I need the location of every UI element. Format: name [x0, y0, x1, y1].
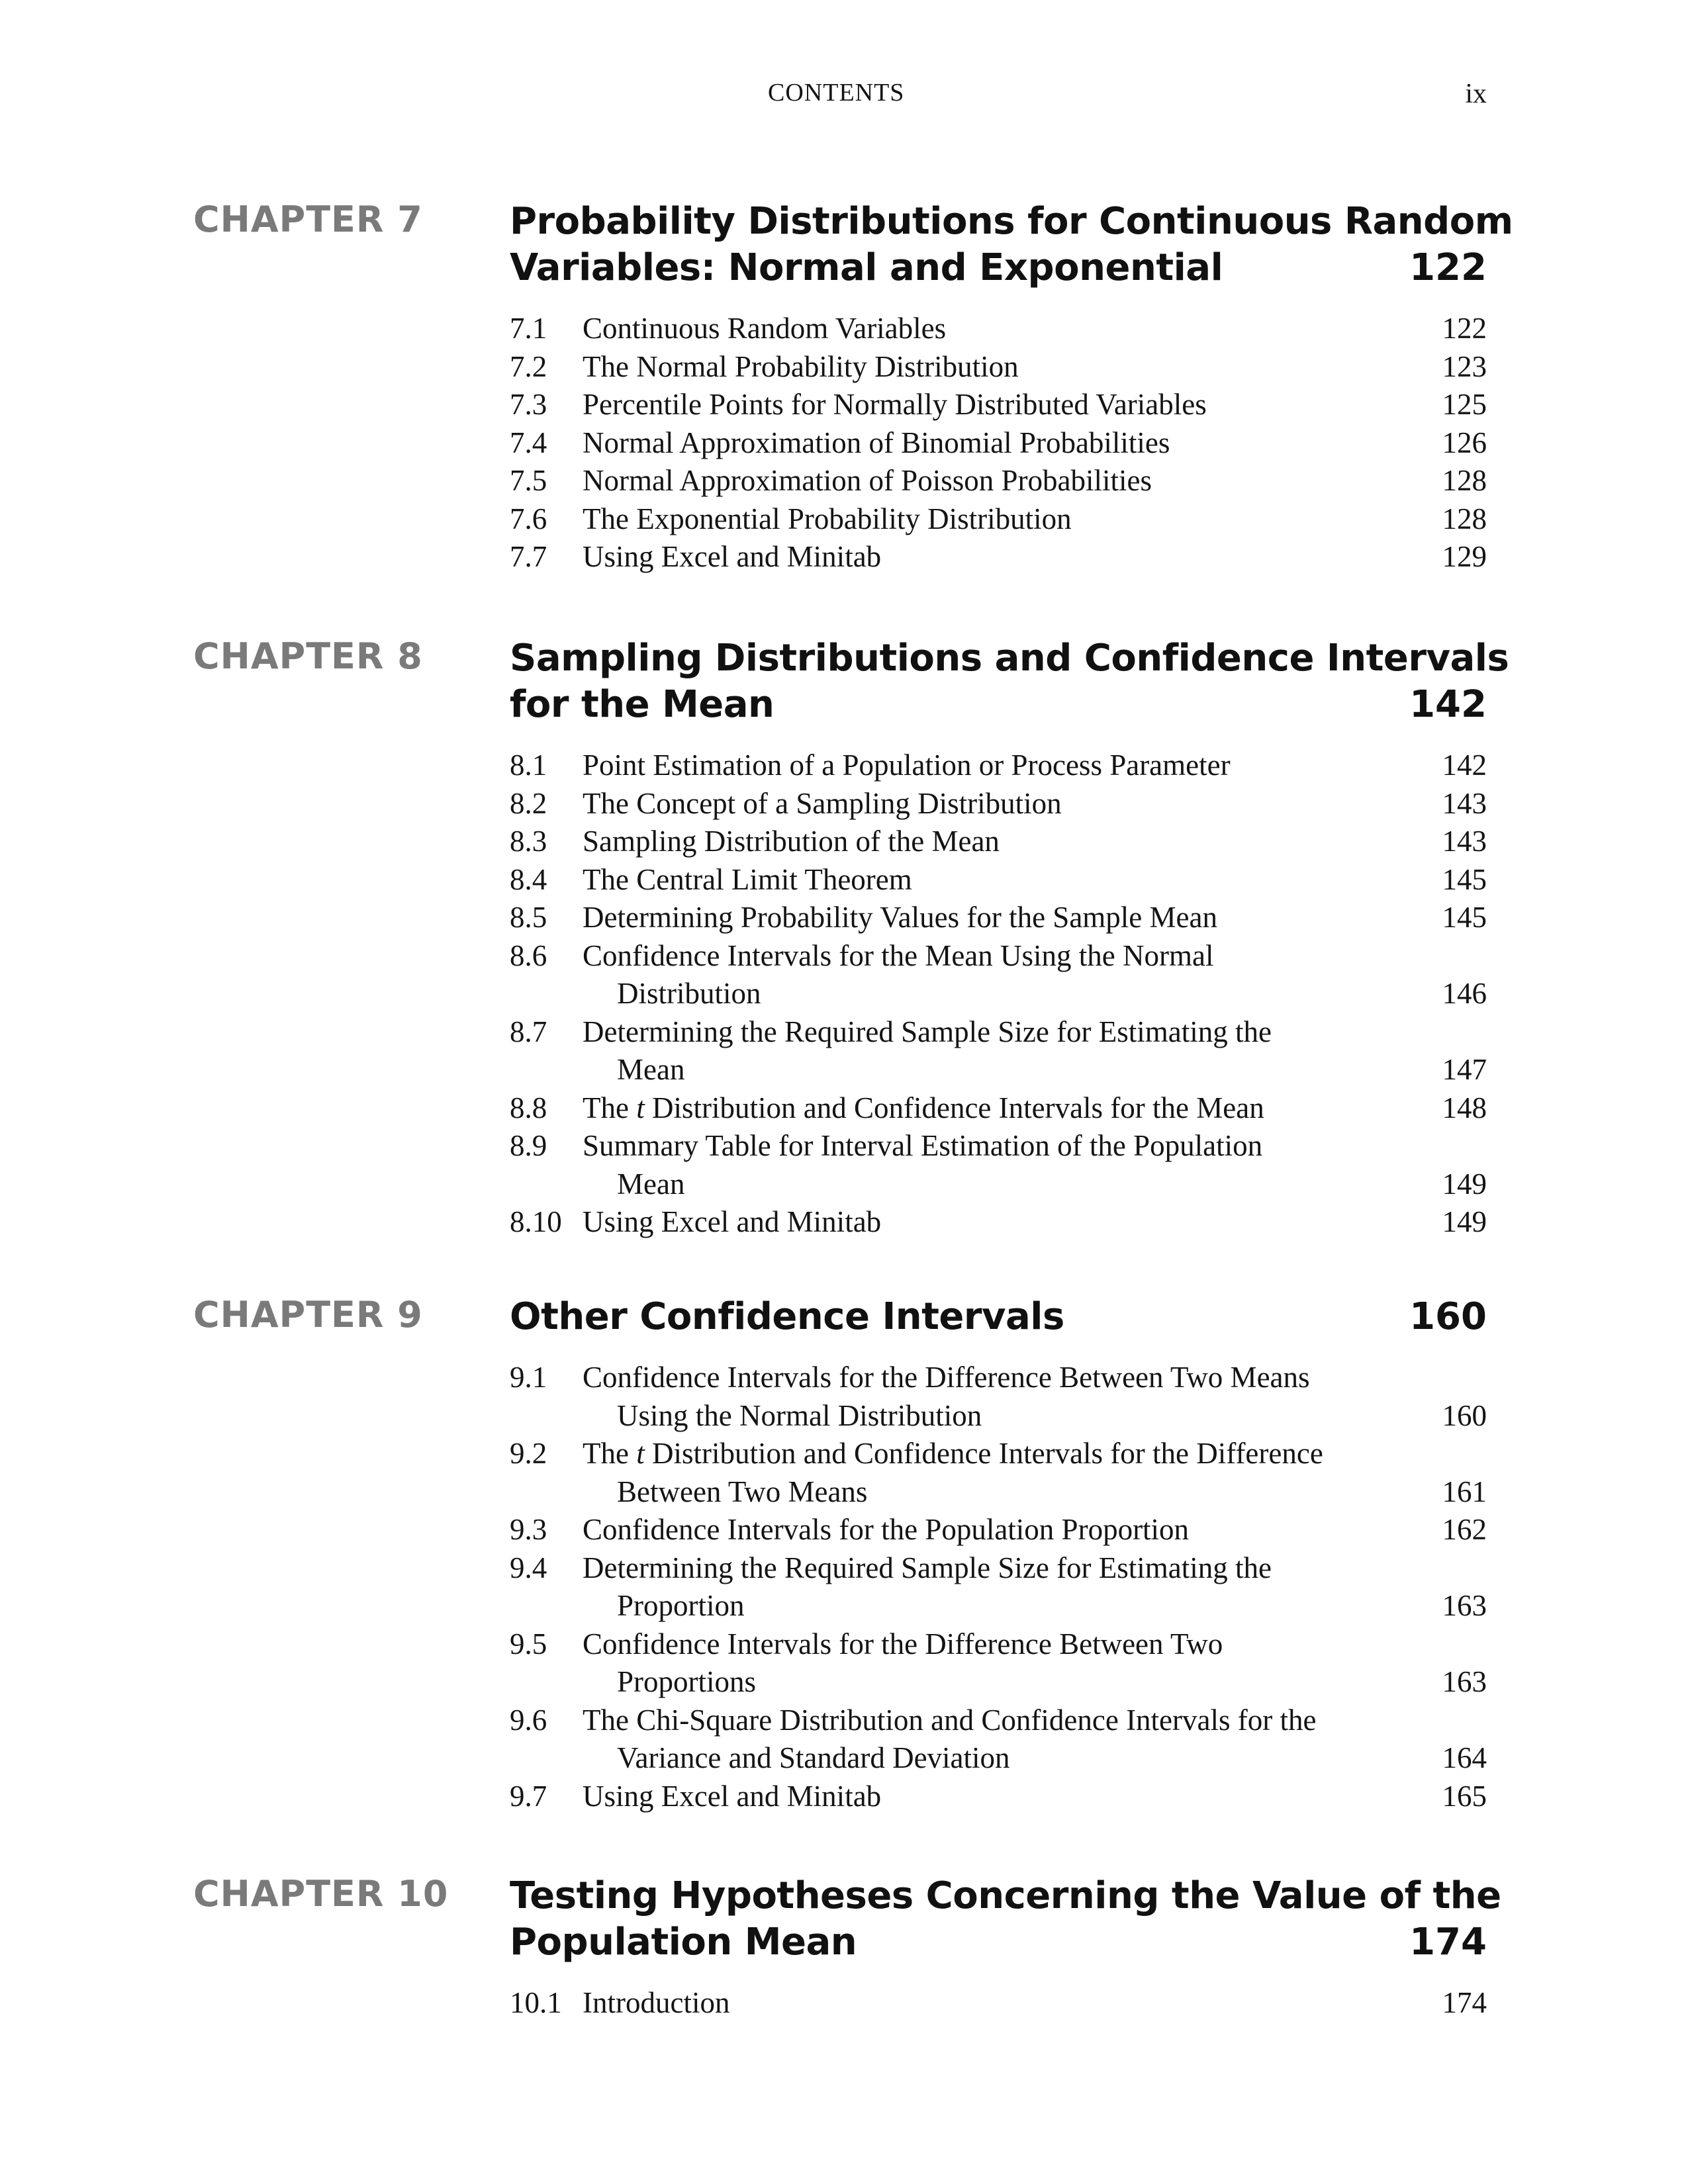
running-title: CONTENTS: [768, 79, 905, 107]
section-entry[interactable]: [510, 1549, 1487, 1625]
section-title-line: Percentile Points for Normally Distributed Variables: [583, 388, 1207, 421]
chapter-title-line: Variables: Normal and Exponential: [510, 246, 1223, 289]
section-title: [583, 462, 1487, 500]
chapter-label: CHAPTER 9: [193, 1294, 423, 1336]
section-entry[interactable]: [510, 310, 1487, 348]
section-title: [583, 785, 1487, 823]
section-title-line: Normal Approximation of Poisson Probabilities: [583, 464, 1152, 497]
section-title: [583, 1089, 1487, 1128]
chapter-title[interactable]: [510, 1294, 1483, 1340]
section-entry[interactable]: [510, 899, 1487, 937]
section-entry[interactable]: [510, 1984, 1487, 2023]
section-number: 9.2: [510, 1437, 547, 1470]
section-title-line: Confidence Intervals for the Difference Between Two: [583, 1627, 1223, 1661]
chapter-title-line: Probability Distributions for Continuous Random: [510, 200, 1513, 243]
section-title-line: Using Excel and Minitab: [583, 540, 882, 573]
section-number: 8.8: [510, 1091, 547, 1124]
section-page-number: 164: [1442, 1741, 1487, 1774]
section-entry[interactable]: [510, 348, 1487, 387]
section-number: 9.7: [510, 1779, 547, 1813]
section-title: [583, 937, 1487, 1013]
section-page-number: 149: [1442, 1205, 1487, 1238]
section-page-number: 163: [1442, 1665, 1487, 1698]
section-title: [583, 500, 1487, 539]
section-title: [583, 1013, 1487, 1089]
section-title-line: Proportion: [617, 1589, 745, 1622]
section-title-line: Summary Table for Interval Estimation of the Population: [583, 1129, 1263, 1162]
section-number: 8.10: [510, 1205, 562, 1238]
section-title-line: Sampling Distribution of the Mean: [583, 825, 1000, 858]
chapter-title[interactable]: [510, 199, 1513, 291]
section-title-line: Between Two Means: [617, 1475, 868, 1508]
chapter-title[interactable]: [510, 1873, 1501, 1966]
section-number: 8.2: [510, 786, 547, 820]
section-entry[interactable]: [510, 1435, 1487, 1511]
section-title: [583, 1625, 1487, 1702]
section-list: [510, 747, 1487, 1242]
section-entry[interactable]: [510, 1359, 1487, 1435]
section-title: [583, 310, 1487, 348]
section-number: 8.4: [510, 862, 547, 896]
section-page-number: 148: [1442, 1091, 1487, 1124]
section-number: 8.6: [510, 938, 547, 972]
section-page-number: 122: [1442, 312, 1487, 345]
section-page-number: 161: [1442, 1475, 1487, 1508]
section-title-line: Introduction: [583, 1986, 730, 2019]
section-entry[interactable]: [510, 424, 1487, 463]
section-title: [583, 1549, 1487, 1625]
chapter-title[interactable]: [510, 635, 1509, 728]
section-title: [583, 538, 1487, 576]
section-title-line: The t Distribution and Confidence Intervals for the Difference: [583, 1437, 1323, 1470]
section-page-number: 147: [1442, 1053, 1487, 1086]
section-entry[interactable]: [510, 861, 1487, 899]
section-title: [583, 747, 1487, 785]
chapter-page-number: 142: [1409, 683, 1487, 726]
section-entry[interactable]: [510, 1511, 1487, 1549]
section-entry[interactable]: [510, 823, 1487, 861]
section-page-number: 125: [1442, 388, 1487, 421]
section-title-line: The Exponential Probability Distribution: [583, 502, 1072, 535]
section-title-line: Point Estimation of a Population or Process Parameter: [583, 749, 1231, 782]
section-number: 8.1: [510, 749, 547, 782]
section-page-number: 145: [1442, 901, 1487, 934]
chapter-label: CHAPTER 8: [193, 635, 423, 677]
section-title-line: The Chi-Square Distribution and Confidence Intervals for the: [583, 1703, 1317, 1737]
section-title-line: The Concept of a Sampling Distribution: [583, 786, 1062, 820]
section-list: [510, 1984, 1487, 2023]
section-entry[interactable]: [510, 500, 1487, 539]
section-number: 7.5: [510, 464, 547, 497]
section-number: 7.6: [510, 502, 547, 535]
chapter-label: CHAPTER 10: [193, 1873, 449, 1915]
section-title: [583, 1984, 1487, 2023]
section-entry[interactable]: [510, 1013, 1487, 1089]
section-title-line: Variance and Standard Deviation: [617, 1741, 1010, 1774]
section-page-number: 143: [1442, 825, 1487, 858]
section-entry[interactable]: [510, 1778, 1487, 1816]
section-number: 9.1: [510, 1361, 547, 1394]
section-page-number: 143: [1442, 786, 1487, 820]
section-number: 9.3: [510, 1513, 547, 1546]
section-entry[interactable]: [510, 1625, 1487, 1702]
section-title-line: Confidence Intervals for the Population Proportion: [583, 1513, 1190, 1546]
running-head: [0, 78, 1688, 118]
section-entry[interactable]: [510, 538, 1487, 576]
section-entry[interactable]: [510, 1203, 1487, 1242]
section-title-line: The t Distribution and Confidence Intervals for the Mean: [583, 1091, 1264, 1124]
section-title: [583, 1359, 1487, 1435]
section-title: [583, 1127, 1487, 1203]
section-title: [583, 424, 1487, 463]
section-page-number: 163: [1442, 1589, 1487, 1622]
section-title-line: Using Excel and Minitab: [583, 1779, 882, 1813]
section-number: 7.3: [510, 388, 547, 421]
section-title-line: The Normal Probability Distribution: [583, 349, 1019, 383]
section-title: [583, 1778, 1487, 1816]
section-page-number: 149: [1442, 1167, 1487, 1201]
section-page-number: 146: [1442, 977, 1487, 1010]
section-page-number: 174: [1442, 1986, 1487, 2019]
section-entry[interactable]: [510, 462, 1487, 500]
section-entry[interactable]: [510, 785, 1487, 823]
chapter-page-number: 122: [1409, 246, 1487, 289]
section-title: [583, 899, 1487, 937]
page-number: ix: [1465, 79, 1487, 109]
section-title: [583, 1702, 1487, 1778]
section-title: [583, 1435, 1487, 1511]
section-list: [510, 310, 1487, 576]
chapter-title-line: Sampling Distributions and Confidence Intervals: [510, 637, 1509, 680]
section-title: [583, 861, 1487, 899]
section-entry[interactable]: [510, 747, 1487, 785]
section-title-line: Normal Approximation of Binomial Probabilities: [583, 426, 1170, 459]
section-number: 10.1: [510, 1986, 562, 2019]
chapter-title-line: Other Confidence Intervals: [510, 1295, 1064, 1338]
chapter-page-number: 160: [1409, 1295, 1487, 1338]
chapter-title-line: Population Mean: [510, 1921, 857, 1964]
section-number: 8.7: [510, 1015, 547, 1048]
section-page-number: 123: [1442, 349, 1487, 383]
section-title-line: Using Excel and Minitab: [583, 1205, 882, 1238]
section-title: [583, 1511, 1487, 1549]
section-title: [583, 1203, 1487, 1242]
section-entry[interactable]: [510, 386, 1487, 424]
chapter-page-number: 174: [1409, 1921, 1487, 1964]
chapter-title-line: Testing Hypotheses Concerning the Value of the: [510, 1874, 1501, 1917]
section-title: [583, 348, 1487, 387]
chapter-title-line: for the Mean: [510, 683, 774, 726]
section-page-number: 129: [1442, 540, 1487, 573]
section-number: 7.2: [510, 349, 547, 383]
section-page-number: 145: [1442, 862, 1487, 896]
section-title-line: Determining Probability Values for the Sample Mean: [583, 901, 1217, 934]
section-title-line: The Central Limit Theorem: [583, 862, 912, 896]
section-title-line: Confidence Intervals for the Difference Between Two Means: [583, 1361, 1310, 1394]
section-number: 7.4: [510, 426, 547, 459]
section-title-line: Mean: [617, 1053, 685, 1086]
section-page-number: 165: [1442, 1779, 1487, 1813]
section-title-line: Using the Normal Distribution: [617, 1398, 982, 1432]
section-entry[interactable]: [510, 937, 1487, 1013]
section-title-line: Confidence Intervals for the Mean Using the Normal: [583, 938, 1214, 972]
section-title-line: Continuous Random Variables: [583, 312, 947, 345]
section-title-line: Determining the Required Sample Size for Estimating the: [583, 1015, 1272, 1048]
section-title: [583, 386, 1487, 424]
section-page-number: 162: [1442, 1513, 1487, 1546]
section-entry[interactable]: [510, 1702, 1487, 1778]
section-page-number: 128: [1442, 464, 1487, 497]
section-entry[interactable]: [510, 1127, 1487, 1203]
section-entry[interactable]: [510, 1089, 1487, 1128]
section-number: 8.9: [510, 1129, 547, 1162]
section-page-number: 142: [1442, 749, 1487, 782]
section-page-number: 160: [1442, 1398, 1487, 1432]
section-number: 7.1: [510, 312, 547, 345]
section-number: 8.5: [510, 901, 547, 934]
section-number: 8.3: [510, 825, 547, 858]
section-number: 9.4: [510, 1551, 547, 1584]
section-title-line: Proportions: [617, 1665, 757, 1698]
section-title-line: Distribution: [617, 977, 761, 1010]
section-title-line: Mean: [617, 1167, 685, 1201]
section-number: 9.6: [510, 1703, 547, 1737]
section-page-number: 128: [1442, 502, 1487, 535]
section-number: 9.5: [510, 1627, 547, 1661]
section-title: [583, 823, 1487, 861]
chapter-label: CHAPTER 7: [193, 199, 423, 240]
section-number: 7.7: [510, 540, 547, 573]
section-title-line: Determining the Required Sample Size for Estimating the: [583, 1551, 1272, 1584]
section-page-number: 126: [1442, 426, 1487, 459]
section-list: [510, 1359, 1487, 1815]
